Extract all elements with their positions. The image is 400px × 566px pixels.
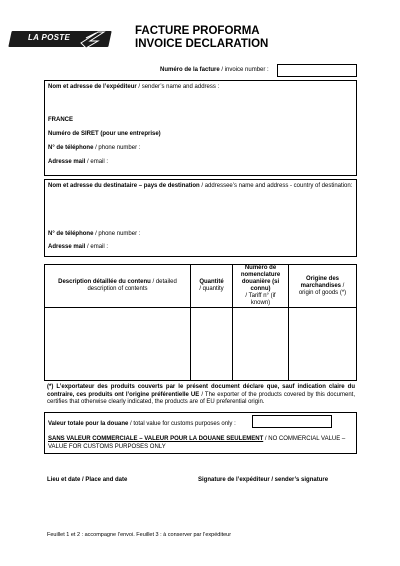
la-poste-bird-icon [78,29,106,49]
feuillet-note: Feuillet 1 et 2 : accompagne l’envoi. Feuillet 3 : à conserver par l’expéditeur [47,532,232,538]
invoice-number-label-en: / invoice number : [219,67,269,73]
sender-email-label [48,158,108,166]
recipient-email-en: / email : [85,244,109,250]
sender-heading-fr: Nom et adresse de l’expéditeur [48,84,137,90]
sender-heading-en: / sender’s name and address : [136,84,220,90]
col-quantity-fr: Quantité [199,279,224,285]
sender-phone-fr: N° de téléphone [48,145,94,151]
footnote-en: / The exporter of the products covered by this document, certifies that otherwise clearly indicated, the products are of EU preferential origin. [47,391,355,406]
sender-heading [48,83,219,91]
total-value-input[interactable] [252,415,332,428]
sender-email-en: / email : [85,159,109,165]
no-commercial-value-note [48,435,353,451]
sender-phone-label [48,144,140,152]
sender-section[interactable] [44,80,357,176]
goods-table-header [45,265,357,308]
total-value-fr: Valeur totale pour la douane [48,421,129,427]
recipient-phone-en: / phone number : [93,231,141,237]
recipient-phone-label [48,230,140,238]
quantity-cell[interactable] [191,308,233,381]
col-description-header [45,265,191,308]
col-tariff-header [233,265,289,308]
origin-footnote [47,384,355,407]
no-commercial-value-fr: SANS VALEUR COMMERCIALE – VALEUR POUR LA DOUANE SEULEMENT [48,436,264,442]
col-origin-fr: Origine des marchandises [300,275,341,289]
place-date-label: Lieu et date / Place and date [47,477,128,483]
col-quantity-header [191,265,233,308]
tariff-cell[interactable] [233,308,289,381]
recipient-heading [48,182,353,190]
goods-table [44,264,357,381]
recipient-email-fr: Adresse mail [48,244,86,250]
recipient-heading-fr: Nom et adresse du destinataire – pays de destination [48,183,200,189]
sender-siret-label: Numéro de SIRET (pour une entreprise) [48,131,161,137]
invoice-number-label [160,67,269,73]
signature-label: Signature de l’expéditeur / sender’s signature [198,477,329,483]
invoice-number-input[interactable] [277,64,357,77]
col-origin-header [289,265,357,308]
sender-email-fr: Adresse mail [48,159,86,165]
col-description-fr: Description détaillée du contenu [58,279,151,285]
recipient-phone-fr: N° de téléphone [48,231,94,237]
no-commercial-value-en: / NO COMMERCIAL VALUE – VALUE FOR CUSTOMS PURPOSES ONLY [48,436,346,450]
recipient-heading-en: / addressee’s name and address - country of destination: [199,183,353,189]
col-tariff-fr: Numéro de nomenclature douanière (si connu) [240,265,281,292]
invoice-number-label-fr: Numéro de la facture [160,67,220,73]
col-origin-en: / origin of goods (*) [298,282,347,296]
description-cell[interactable] [45,308,191,381]
col-quantity-en: / quantity [199,286,224,292]
col-description-en: / detailed description of contents [87,279,177,292]
page-title [135,25,268,51]
sender-phone-en: / phone number : [93,145,141,151]
table-row [45,308,357,381]
la-poste-logo-text: LA POSTE [28,33,71,42]
recipient-section[interactable] [44,179,357,257]
title-french: FACTURE PROFORMA [135,25,260,37]
col-tariff-en: / Tariff n° (if known) [245,293,276,306]
recipient-email-label [48,243,108,251]
origin-cell[interactable] [289,308,357,381]
footnote-fr: (*) L’exportateur des produits couverts par le présent document déclare que, sauf indication claire du contraire, ces produits ont l’origine préférentielle UE [47,384,355,398]
total-value-en: / total value for customs purposes only : [128,421,236,427]
total-value-label [48,420,236,428]
title-english: INVOICE DECLARATION [135,38,269,50]
sender-country: FRANCE [48,117,73,123]
